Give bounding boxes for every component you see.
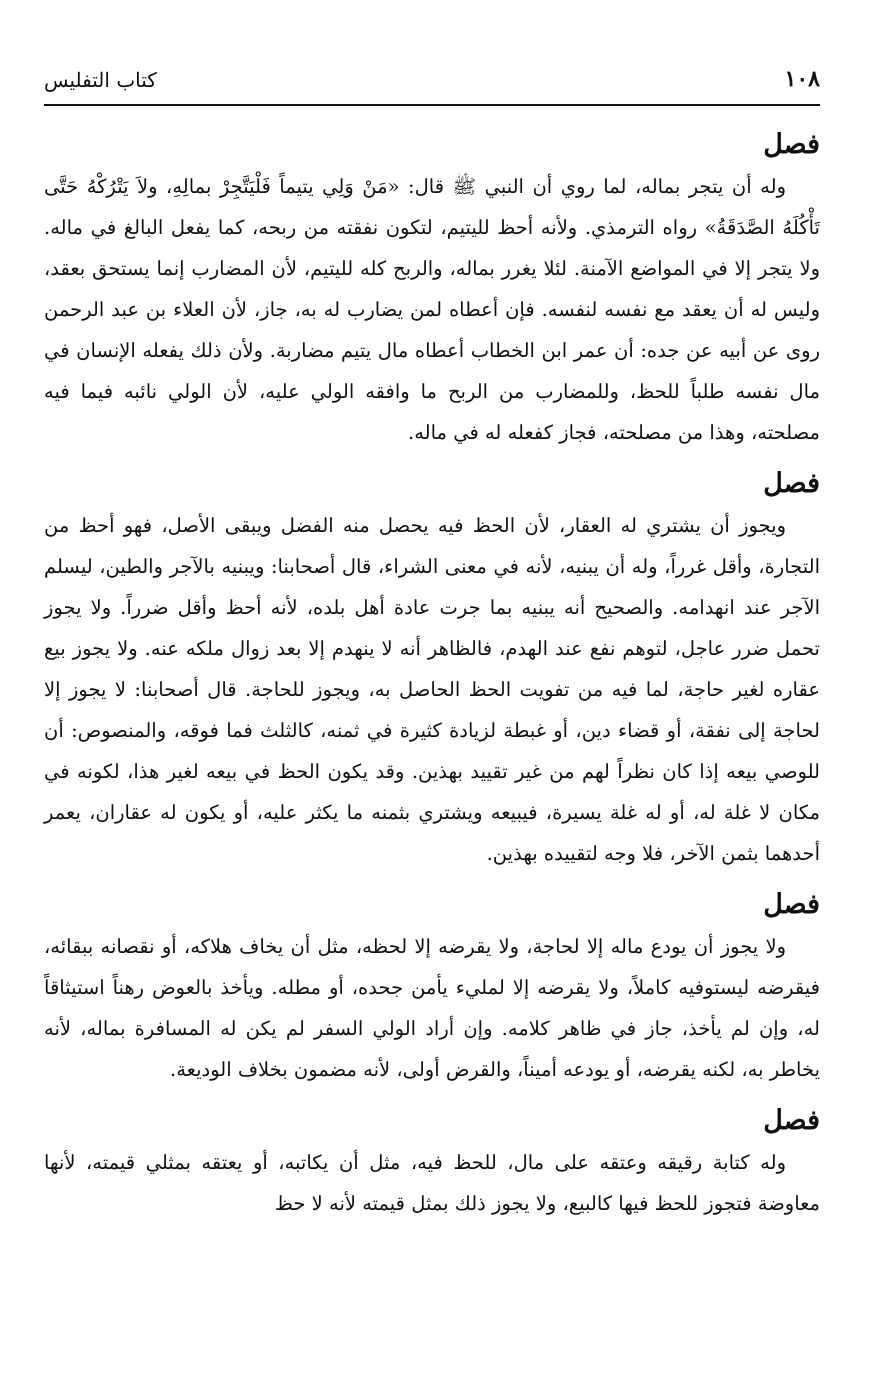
section-paragraph: ولا يجوز أن يودع ماله إلا لحاجة، ولا يقرضه إلا لحظه، مثل أن يخاف هلاكه، أو نقصانه ببقائه، فيقرضه ليستوفيه كاملاً، ولا يقرضه إلا لمليء يأمن جحده، أو مطله. ويأخذ بالعوض رهناً استيثاقاً له، وإن لم يأخذ، جاز في ظاهر كلامه. وإن أراد الولي السفر لم يكن له المسافرة بماله، لأنه يخاطر به، لكنه يقرضه، أو يودعه أميناً، والقرض أولى، لأنه مضمون بخلاف الوديعة. (44, 935, 820, 1081)
page-number: ١٠٨ (784, 66, 820, 92)
section-paragraph: ويجوز أن يشتري له العقار، لأن الحظ فيه يحصل منه الفضل ويبقى الأصل، فهو أحظ من التجارة، وأقل غرراً، وله أن يبنيه، لأنه في معنى الشراء، قال أصحابنا: ويبنيه بالآجر والطين، ليسلم الآجر عند انهدامه. والصحيح أنه يبنيه بما جرت عادة أهل بلده، لأنه أحظ وأقل ضرراً. ولا يجوز تحمل ضرر عاجل، لتوهم نفع عند الهدم، فالظاهر أنه لا ينهدم إلا بعد زوال ملكه عنه. ولا يجوز بيع عقاره لغير حاجة، لما فيه من تفويت الحظ الحاصل به، ويجوز للحاجة. قال أصحابنا: لا يجوز إلا لحاجة إلى نفقة، أو قضاء دين، أو غبطة لزيادة كثيرة في ثمنه، كالثلث فما فوقه، والمنصوص: أن للوصي بيعه إذا كان نظراً لهم من غير تقييد بهذين. وقد يكون الحظ في بيعه لغير هذا، لكونه في مكان لا غلة له، أو له غلة يسيرة، فيبيعه ويشتري بثمنه ما يكثر عليه، أو يكون له عقاران، يعمر أحدهما بثمن الآخر، فلا وجه لتقييده بهذين. (44, 514, 820, 865)
body-text (44, 124, 820, 1234)
section-4 (44, 1100, 820, 1224)
section-2 (44, 463, 820, 874)
running-header (44, 64, 820, 106)
section-heading: فصل (763, 129, 820, 160)
section-paragraph: وله أن يتجر بماله، لما روي أن النبي ﷺ قال: «مَنْ وَلِي يتيماً فَلْيَتَّجِرْ بمالِهِ، ولاَ يَتْرُكْهُ حَتَّى تَأْكُلَهُ الصَّدَقَةُ» رواه الترمذي. ولأنه أحظ لليتيم، لتكون نفقته من ربحه، كما يفعل البالغ في ماله. ولا يتجر إلا في المواضع الآمنة. لئلا يغرر بماله، والربح كله لليتيم، لأن المضارب إنما يستحق بعقد، وليس له أن يعقد مع نفسه لنفسه. فإن أعطاه لمن يضارب له به، جاز، لأن العلاء بن عبد الرحمن روى عن أبيه عن جده: أن عمر ابن الخطاب أعطاه مال يتيم مضاربة. ولأن ذلك يفعله الإنسان في مال نفسه طلباً للحظ، وللمضارب من الربح ما وافقه الولي عليه، لأن الولي نائبه فيما فيه مصلحته، وهذا من مصلحته، فجاز كفعله له في ماله. (44, 175, 820, 444)
book-title: كتاب التفليس (44, 68, 157, 92)
section-heading: فصل (763, 889, 820, 920)
section-3 (44, 884, 820, 1090)
section-heading: فصل (763, 468, 820, 499)
section-1 (44, 124, 820, 453)
section-heading: فصل (763, 1105, 820, 1136)
section-paragraph: وله كتابة رقيقه وعتقه على مال، للحظ فيه، مثل أن يكاتبه، أو يعتقه بمثلي قيمته، لأنها معاوضة فتجوز للحظ فيها كالبيع، ولا يجوز ذلك بمثل قيمته لأنه لا حظ (44, 1151, 820, 1215)
